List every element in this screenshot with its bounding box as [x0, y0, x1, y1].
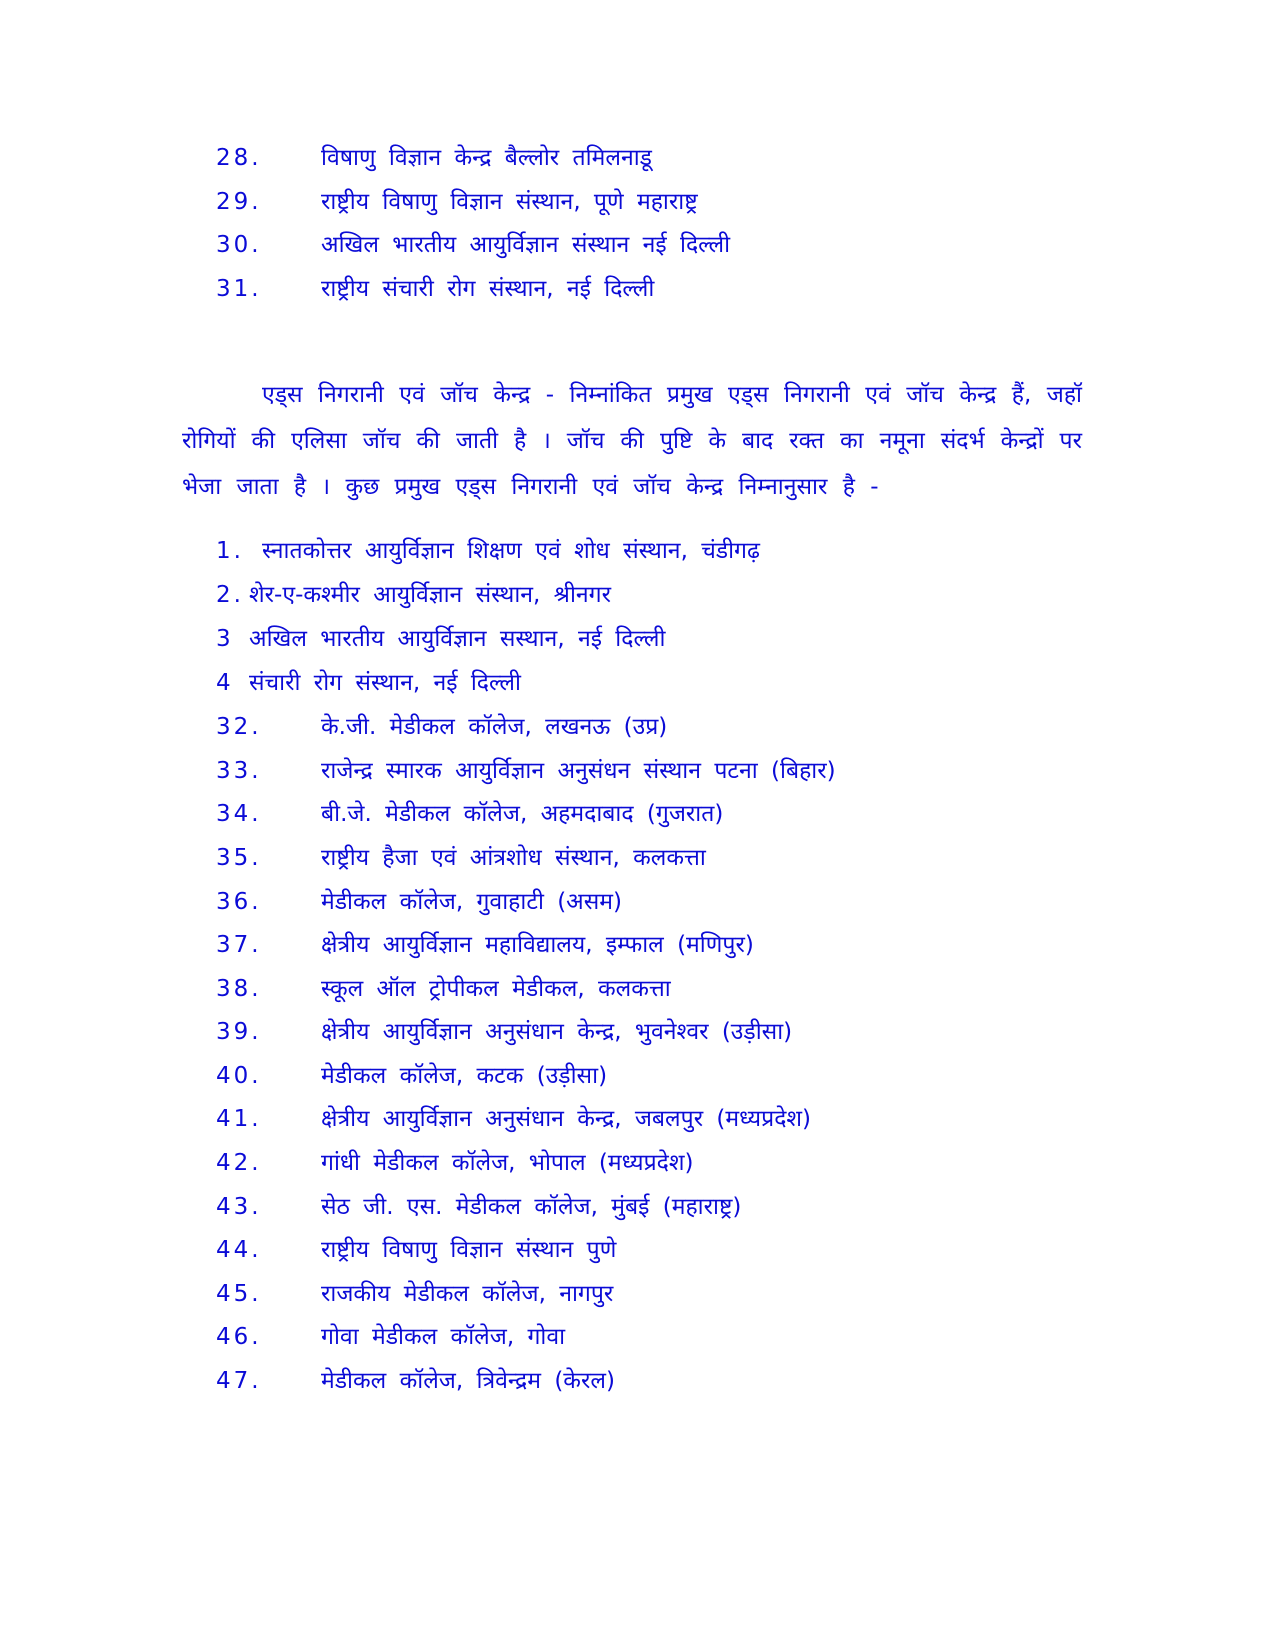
item-number: 33. [216, 758, 262, 784]
item-text: राष्ट्रीय विषाणु विज्ञान संस्थान, पूणे महाराष्ट्र [321, 189, 698, 215]
item-text: अखिल भारतीय आयुर्विज्ञान संस्थान नई दिल्ली [321, 232, 731, 258]
item-number: 30. [216, 232, 262, 258]
intro-paragraph [182, 372, 1082, 510]
item-number: 2. [216, 582, 244, 608]
item-number: 41. [216, 1106, 262, 1132]
item-text: क्षेत्रीय आयुर्विज्ञान अनुसंधान केन्द्र, जबलपुर (मध्यप्रदेश) [321, 1106, 812, 1132]
item-number: 31. [216, 276, 262, 302]
item-text: गांधी मेडीकल कॉलेज, भोपाल (मध्यप्रदेश) [321, 1150, 694, 1176]
item-text: बी.जे. मेडीकल कॉलेज, अहमदाबाद (गुजरात) [321, 801, 724, 827]
item-text: गोवा मेडीकल कॉलेज, गोवा [321, 1324, 566, 1350]
item-number: 47. [216, 1368, 262, 1394]
item-text: संचारी रोग संस्थान, नई दिल्ली [249, 670, 521, 696]
item-number: 1. [216, 538, 244, 564]
item-text: स्नातकोत्तर आयुर्विज्ञान शिक्षण एवं शोध संस्थान, चंडीगढ़ [262, 538, 760, 564]
item-number: 46. [216, 1324, 262, 1350]
item-number: 32. [216, 714, 262, 740]
item-text: अखिल भारतीय आयुर्विज्ञान सस्थान, नई दिल्ली [249, 626, 666, 652]
item-number: 28. [216, 145, 262, 171]
item-number: 40. [216, 1063, 262, 1089]
item-text: क्षेत्रीय आयुर्विज्ञान महाविद्यालय, इम्फाल (मणिपुर) [321, 932, 754, 958]
item-text: राष्ट्रीय हैजा एवं आंत्रशोध संस्थान, कलकत्ता [321, 845, 706, 871]
item-text: मेडीकल कॉलेज, कटक (उड़ीसा) [321, 1063, 608, 1089]
item-number: 4 [216, 670, 234, 696]
item-number: 29. [216, 189, 262, 215]
item-number: 43. [216, 1194, 262, 1220]
item-number: 36. [216, 889, 262, 915]
item-number: 37. [216, 932, 262, 958]
item-text: मेडीकल कॉलेज, गुवाहाटी (असम) [321, 889, 623, 915]
item-text: राष्ट्रीय विषाणु विज्ञान संस्थान पुणे [321, 1237, 617, 1263]
item-text: के.जी. मेडीकल कॉलेज, लखनऊ (उप्र) [321, 714, 668, 740]
item-text: स्कूल ऑल ट्रोपीकल मेडीकल, कलकत्ता [321, 976, 671, 1002]
item-number: 38. [216, 976, 262, 1002]
item-number: 45. [216, 1281, 262, 1307]
item-text: राष्ट्रीय संचारी रोग संस्थान, नई दिल्ली [321, 276, 655, 302]
item-number: 34. [216, 801, 262, 827]
item-number: 44. [216, 1237, 262, 1263]
item-number: 3 [216, 626, 234, 652]
paragraph-text: एड्स निगरानी एवं जॉच केन्द्र - निम्नांकित प्रमुख एड्स निगरानी एवं जॉच केन्द्र हैं, जहॉ रोगियों की एलिसा जॉच की जाती है । जॉच की पुष्टि के बाद रक्त का नमूना संदर्भ केन्द्रों पर भेजा जाता है । कुछ प्रमुख एड्स निगरानी एवं जॉच केन्द्र निम्नानुसार है - [182, 382, 1082, 500]
item-text: मेडीकल कॉलेज, त्रिवेन्द्रम (केरल) [321, 1368, 615, 1394]
item-text: क्षेत्रीय आयुर्विज्ञान अनुसंधान केन्द्र, भुवनेश्वर (उड़ीसा) [321, 1019, 793, 1045]
item-number: 39. [216, 1019, 262, 1045]
item-text: शेर-ए-कश्मीर आयुर्विज्ञान संस्थान, श्रीनगर [249, 582, 612, 608]
item-number: 42. [216, 1150, 262, 1176]
item-text: राजकीय मेडीकल कॉलेज, नागपुर [321, 1281, 614, 1307]
item-text: विषाणु विज्ञान केन्द्र बैल्लोर तमिलनाडू [321, 145, 652, 171]
item-text: राजेन्द्र स्मारक आयुर्विज्ञान अनुसंधन संस्थान पटना (बिहार) [321, 758, 836, 784]
item-number: 35. [216, 845, 262, 871]
item-text: सेठ जी. एस. मेडीकल कॉलेज, मुंबई (महाराष्ट्र) [321, 1194, 742, 1220]
